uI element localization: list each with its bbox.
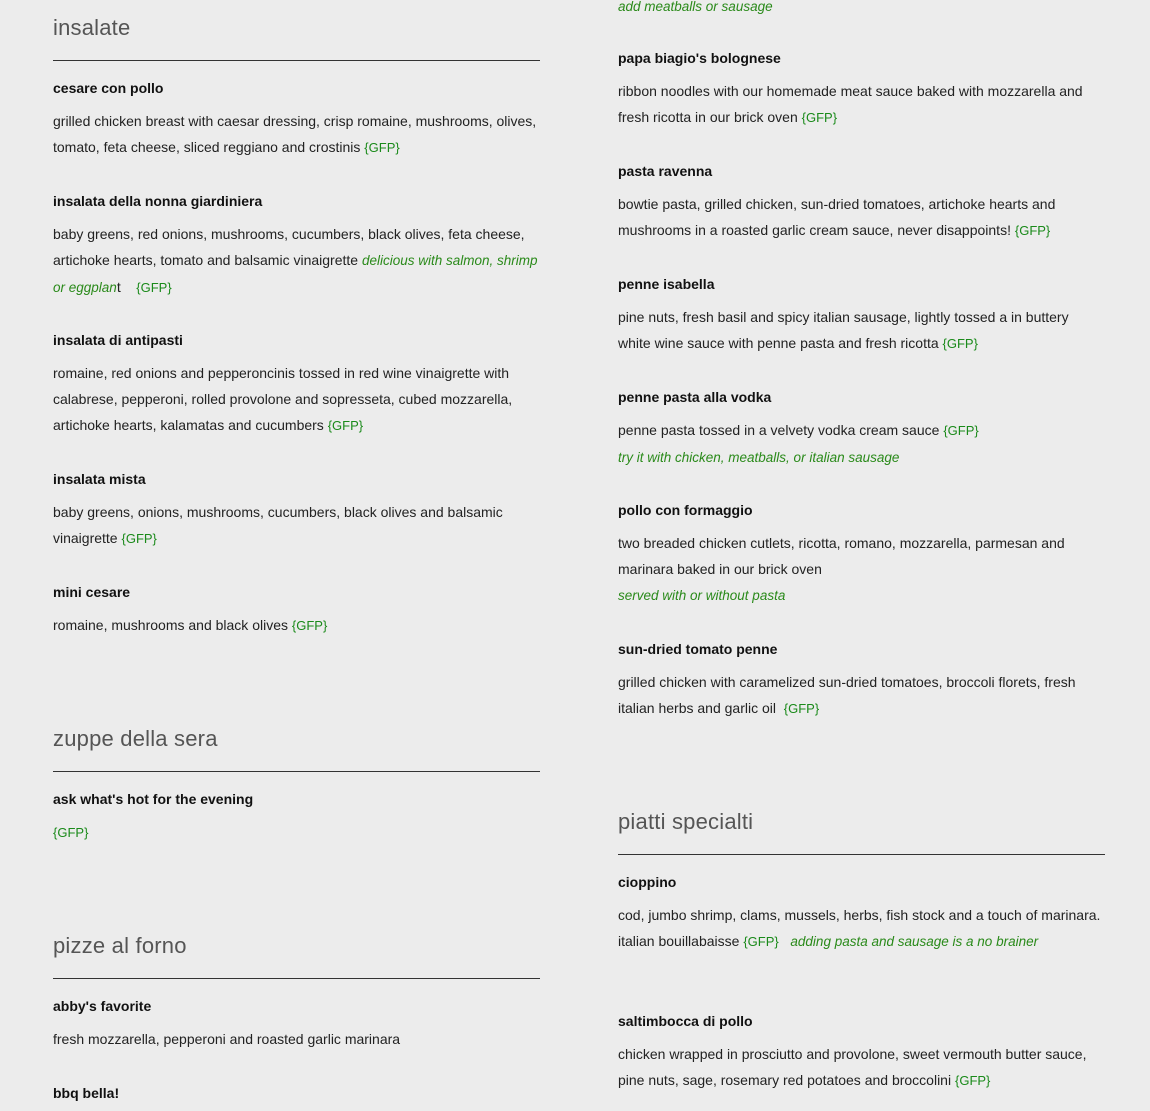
section-title-pizze: pizze al forno xyxy=(53,933,187,958)
menu-item-desc: penne pasta tossed in a velvety vodka cream sauce {GFP} try it with chicken, meatballs, or italian sausage xyxy=(618,422,979,465)
menu-item-desc: fresh mozzarella, pepperoni and roasted garlic marinara xyxy=(53,1031,401,1047)
menu-item-name: abby's favorite xyxy=(53,998,152,1014)
menu-item-note: adding pasta and sausage is a no brainer xyxy=(790,934,1039,949)
menu-item-desc: cod, jumbo shrimp, clams, mussels, herbs, fish stock and a touch of marinara. italian bouillabaisse {GFP} adding pasta and sausage is a no brainer xyxy=(618,907,1101,949)
gfp-badge: {GFP} xyxy=(954,1073,991,1088)
menu-item-name: insalata della nonna giardiniera xyxy=(53,193,263,209)
menu-item-desc: romaine, mushrooms and black olives {GFP} xyxy=(53,617,328,633)
menu-item-name: bbq bella! xyxy=(53,1085,120,1101)
menu-item-name: penne pasta alla vodka xyxy=(618,389,772,405)
menu-item-note: add meatballs or sausage xyxy=(618,0,773,14)
menu-item-name: insalata mista xyxy=(53,471,146,487)
menu-item-desc: chicken wrapped in prosciutto and provolone, sweet vermouth butter sauce, pine nuts, sage, rosemary red potatoes and broccolini {GFP} xyxy=(618,1046,1087,1088)
gfp-badge: {GFP} xyxy=(121,531,157,546)
menu-item-name: pollo con formaggio xyxy=(618,502,753,518)
menu-item-name: cesare con pollo xyxy=(53,80,164,96)
section-title-zuppe: zuppe della sera xyxy=(53,726,218,751)
menu-item-desc xyxy=(53,819,540,846)
menu-item-name: penne isabella xyxy=(618,276,715,292)
gfp-badge: {GFP} xyxy=(291,618,328,633)
menu-item-desc: two breaded chicken cutlets, ricotta, romano, mozzarella, parmesan and marinara baked in our brick oven served with or without pasta xyxy=(618,535,1065,603)
menu-item-desc: baby greens, red onions, mushrooms, cucumbers, black olives, feta cheese, artichoke hearts, tomato and balsamic vinaigrette delicious with salmon, shrimp or eggplant {GFP} xyxy=(53,226,538,295)
menu-item-name: pasta ravenna xyxy=(618,163,713,179)
section-divider xyxy=(53,771,540,772)
menu-item-name: mini cesare xyxy=(53,584,131,600)
section-divider xyxy=(53,60,540,61)
menu-item-desc: romaine, red onions and pepperoncinis tossed in red wine vinaigrette with calabrese, pepperoni, rolled provolone and sopresseta, cubed mozzarella, artichoke hearts, kalamatas and cucumbers {GFP} xyxy=(53,365,513,433)
gfp-badge: {GFP} xyxy=(1014,223,1051,238)
gfp-badge: {GFP} xyxy=(942,336,978,351)
gfp-badge: {GFP} xyxy=(943,423,979,438)
menu-item-name: sun-dried tomato penne xyxy=(618,641,778,657)
gfp-badge: {GFP} xyxy=(136,280,172,295)
gfp-badge: {GFP} xyxy=(743,934,779,949)
gfp-badge: {GFP} xyxy=(364,140,400,155)
menu-item-name: insalata di antipasti xyxy=(53,332,183,348)
gfp-badge: {GFP} xyxy=(53,825,89,840)
menu-item-note: served with or without pasta xyxy=(618,588,786,603)
section-divider xyxy=(618,854,1105,855)
menu-item-desc: pine nuts, fresh basil and spicy italian sausage, lightly tossed a in buttery white wine sauce with penne pasta and fresh ricotta {GFP} xyxy=(618,309,1069,351)
menu-item-desc: grilled chicken with caramelized sun-dried tomatoes, broccoli florets, fresh italian herbs and garlic oil {GFP} xyxy=(618,674,1076,716)
menu-item-name: cioppino xyxy=(618,874,677,890)
gfp-badge: {GFP} xyxy=(783,701,820,716)
menu-item-name: ask what's hot for the evening xyxy=(53,791,254,807)
menu-item-name: saltimbocca di pollo xyxy=(618,1013,753,1029)
section-divider xyxy=(53,978,540,979)
menu-item-note: try it with chicken, meatballs, or italian sausage xyxy=(618,450,900,465)
gfp-badge: {GFP} xyxy=(801,110,838,125)
menu-item-name: papa biagio's bolognese xyxy=(618,50,781,66)
menu-item-note: delicious with salmon, shrimp or eggplan xyxy=(53,253,538,295)
menu-item-desc: ribbon noodles with our homemade meat sauce baked with mozzarella and fresh ricotta in our brick oven {GFP} xyxy=(618,83,1083,125)
menu-item-desc: bowtie pasta, grilled chicken, sun-dried tomatoes, artichoke hearts and mushrooms in a roasted garlic cream sauce, never disappoints! {GFP} xyxy=(618,196,1056,238)
gfp-badge: {GFP} xyxy=(327,418,364,433)
section-title-insalate: insalate xyxy=(53,15,131,40)
menu-item-desc: baby greens, onions, mushrooms, cucumbers, black olives and balsamic vinaigrette {GFP} xyxy=(53,504,503,546)
menu-item-desc: grilled chicken breast with caesar dressing, crisp romaine, mushrooms, olives, tomato, feta cheese, sliced reggiano and crostinis {GFP} xyxy=(53,113,537,155)
section-title-piatti: piatti specialti xyxy=(618,809,754,834)
